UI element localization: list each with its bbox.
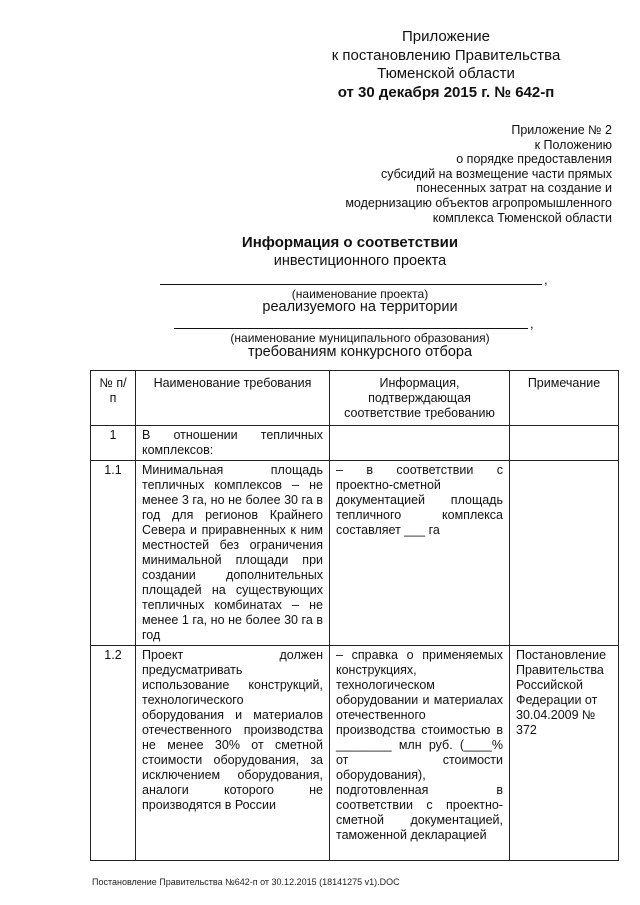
comma-1: , (544, 272, 548, 287)
appendix-line5: понесенных затрат на создание и (416, 181, 612, 196)
table-row (91, 461, 619, 646)
table-row (91, 646, 619, 861)
row-note (510, 461, 619, 646)
project-name-line (160, 284, 542, 285)
appendix-line3: о порядке предоставления (456, 152, 612, 167)
row-note (510, 426, 619, 461)
row-name: Проект должен предусматривать использование конструкций, технологического оборудования и материалов отечественного производства не менее 30% от сметной стоимости оборудования, за исключением оборудования, аналоги которого не производятся в России (136, 646, 330, 861)
appendix-line7: комплекса Тюменской области (432, 210, 612, 225)
header-line2: к постановлению Правительства (331, 46, 561, 64)
row-info: – справка о применяемых конструкциях, технологическом оборудовании и материалах отечественного производства стоимостью в ________ млн руб. (____% от стоимости оборудования), подготовленная в соответствии с проектно-сметной документацией, таможенной декларацией (330, 646, 510, 861)
requirements-table (90, 370, 619, 861)
appendix-line2: к Положению (534, 137, 612, 152)
row-note: Постановление Правительства Российской Федерации от 30.04.2009 № 372 (510, 646, 619, 861)
row-name: В отношении тепличных комплексов: (136, 426, 330, 461)
header-name: Наименование требования (136, 371, 330, 426)
document-footer: Постановление Правительства №642-п от 30.12.2015 (18141275 v1).DOC (92, 877, 400, 887)
table-row (91, 426, 619, 461)
appendix-block (292, 123, 612, 225)
header-note: Примечание (510, 371, 619, 426)
row-info: – в соответствии с проектно-сметной документацией площадь тепличного комплекса составляет ___ га (330, 461, 510, 646)
header-num: № п/п (91, 371, 136, 426)
requirements-text: требованиям конкурсного отбора (247, 344, 473, 360)
row-num: 1 (91, 426, 136, 461)
row-name: Минимальная площадь тепличных комплексов – не менее 3 га, но не более 30 га в год для регионов Крайнего Севера и приравненных к ним местностей без ограничения минимальной площади при создании дополнительных площадей на существующих тепличных комбинатах – не менее 1 га, но не более 30 га в год (136, 461, 330, 646)
municipality-label: (наименование муниципального образования) (230, 331, 490, 345)
header-block (296, 28, 596, 102)
table-header-row (91, 371, 619, 426)
header-decree: от 30 декабря 2015 г. № 642-п (337, 83, 555, 101)
header-line3: Тюменской области (377, 65, 515, 82)
project-label: (наименование проекта) (291, 287, 429, 301)
municipality-line (174, 328, 528, 329)
comma-2: , (530, 316, 534, 331)
appendix-line1: Приложение № 2 (511, 123, 612, 137)
doc-subtitle: инвестиционного проекта (273, 253, 447, 269)
territory-text: реализуемого на территории (262, 299, 458, 315)
appendix-line4: субсидий на возмещение части прямых (380, 166, 612, 181)
row-num: 1.1 (91, 461, 136, 646)
row-info (330, 426, 510, 461)
header-line1: Приложение (402, 28, 490, 45)
row-num: 1.2 (91, 646, 136, 861)
doc-title: Информация о соответствии (241, 234, 459, 251)
header-info: Информация, подтверждающая соответствие требованию (330, 371, 510, 426)
appendix-line6: модернизацию объектов агропромышленного (345, 195, 612, 210)
